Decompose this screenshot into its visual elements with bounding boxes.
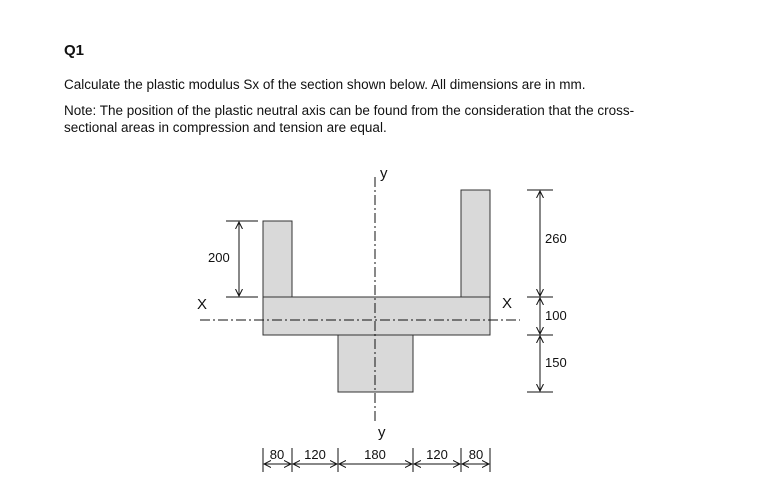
dim-bottom-5: 80 — [468, 447, 484, 462]
right-flange — [461, 190, 490, 297]
dim-right-top: 260 — [545, 231, 567, 246]
y-axis-label-bottom: y — [378, 424, 386, 441]
dim-bottom-4: 120 — [426, 447, 448, 462]
dim-right-mid: 100 — [545, 308, 567, 323]
dim-bottom-2: 120 — [304, 447, 326, 462]
note-line-2: sectional areas in compression and tension are equal. — [64, 120, 387, 135]
dim-left-height: 200 — [208, 250, 230, 265]
x-axis-label-right: X — [502, 295, 513, 312]
note-line-1: Note: The position of the plastic neutral axis can be found from the consideration that the cross- — [64, 103, 635, 118]
left-flange — [263, 221, 292, 297]
dim-right-bottom: 150 — [545, 355, 567, 370]
dim-bottom-3: 180 — [364, 447, 386, 462]
question-label: Q1 — [64, 42, 85, 59]
y-axis-label-top: y — [380, 165, 388, 182]
web-plate — [263, 297, 490, 335]
dim-bottom-1: 80 — [269, 447, 285, 462]
question-prompt: Calculate the plastic modulus Sx of the section shown below. All dimensions are in mm. — [64, 77, 586, 92]
x-axis-label-left: X — [197, 296, 208, 313]
